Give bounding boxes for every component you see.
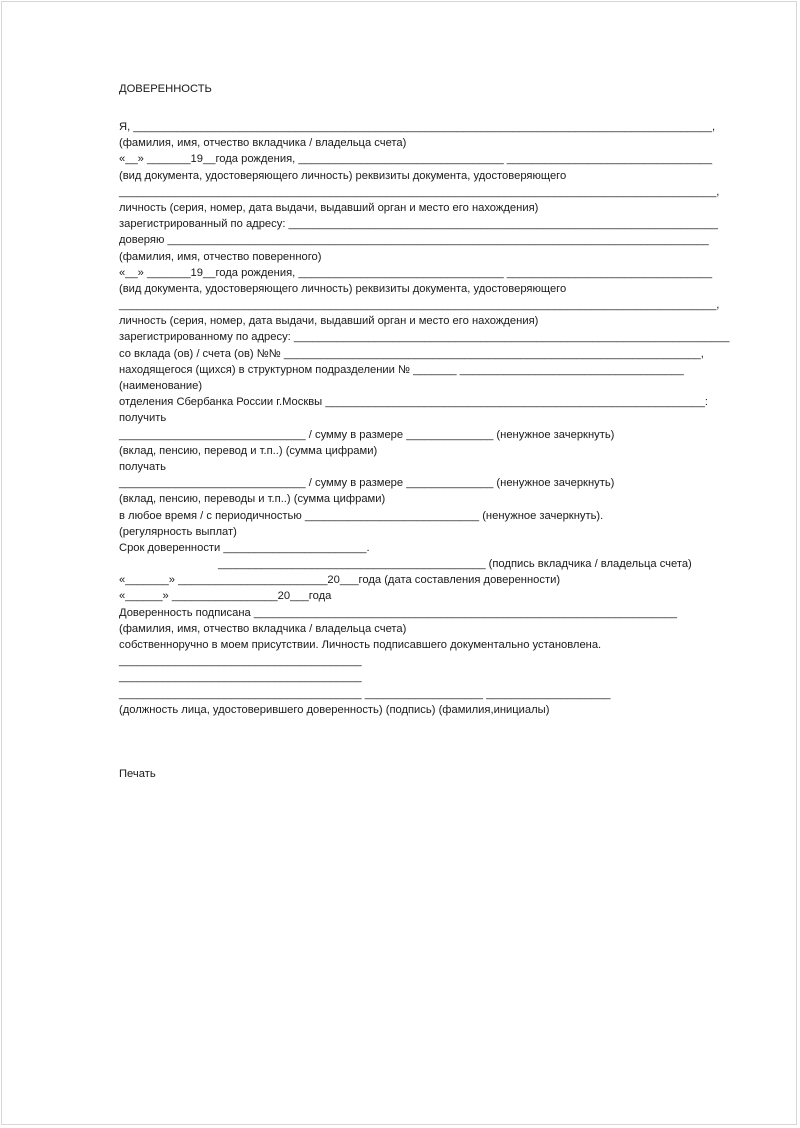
spacer	[119, 97, 719, 119]
text-line: получить	[119, 412, 167, 425]
text-line: получать	[119, 460, 166, 473]
text-line: ______________________________ / сумму в размере ______________ (ненужное зачеркнуть)	[119, 428, 615, 441]
text-line: находящегося (щихся) в структурном подразделении № _______ ____________________________________	[119, 363, 684, 376]
text-line: (фамилия, имя, отчество вкладчика / владельца счета)	[119, 137, 407, 150]
text-line: (наименование)	[119, 380, 203, 392]
text-line: собственноручно в моем присутствии. Личность подписавшего документально установлена.	[119, 639, 602, 651]
text-line: (вид документа, удостоверяющего личность) реквизиты документа, удостоверяющего	[119, 282, 567, 295]
text-line: (вклад, пенсию, переводы и т.п..) (сумма цифрами)	[119, 493, 386, 506]
text-line: доверяю _______________________________________________________________________________________	[119, 234, 709, 247]
document-page	[1, 1, 797, 1125]
text-line: (фамилия, имя, отчество вкладчика / владельца счета)	[119, 622, 407, 635]
text-line: (вклад, пенсию, перевод и т.п..) (сумма цифрами)	[119, 444, 378, 457]
text-line: «_______» ________________________20___года (дата составления доверенности)	[119, 574, 561, 587]
signature-line: ___________________________________________ (подпись вкладчика / владельца счета)	[218, 558, 692, 571]
document-body	[119, 81, 730, 782]
text-line: (вид документа, удостоверяющего личность) реквизиты документа, удостоверяющего	[119, 169, 567, 182]
text-line: ________________________________________________________________________________________________,	[119, 299, 720, 312]
text-line: со вклада (ов) / счета (ов) №№ ___________________________________________________________________,	[119, 347, 704, 360]
text-line: Доверенность подписана ____________________________________________________________________	[119, 606, 677, 619]
seal-label: Печать	[119, 767, 156, 780]
text-line: зарегистрированному по адресу: ______________________________________________________________________	[119, 331, 730, 344]
text-line: (должность лица, удостоверившего доверенность) (подпись) (фамилия,инициалы)	[119, 703, 550, 716]
text-line: в любое время / с периодичностью ____________________________ (ненужное зачеркнуть).	[119, 509, 604, 522]
text-line: (регулярность выплат)	[119, 525, 237, 538]
text-line: зарегистрированный по адресу: _____________________________________________________________________	[119, 218, 718, 231]
text-line: «__» _______19__года рождения, _________________________________ _________________________________	[119, 266, 713, 279]
text-line: Я, _____________________________________________________________________________________________,	[119, 121, 716, 133]
text-line: ________________________________________________________________________________________________,	[119, 185, 720, 198]
text-line: _______________________________________	[119, 655, 362, 668]
text-line: _______________________________________ ___________________ ____________________	[119, 687, 611, 700]
text-line: ______________________________ / сумму в размере ______________ (ненужное зачеркнуть)	[119, 477, 615, 490]
text-line: Срок доверенности _______________________.	[119, 541, 370, 554]
spacer	[119, 718, 719, 766]
text-line: «__» _______19__года рождения, _________________________________ _________________________________	[119, 153, 713, 166]
text-line: (фамилия, имя, отчество поверенного)	[119, 250, 322, 263]
text-line: «______» _________________20___года	[119, 590, 332, 603]
text-line: личность (серия, номер, дата выдачи, выдавший орган и место его нахождения)	[119, 201, 539, 214]
document-title: ДОВЕРЕННОСТЬ	[119, 83, 212, 95]
text-line: отделения Сбербанка России г.Москвы _____________________________________________________________:	[119, 396, 708, 409]
text-line: личность (серия, номер, дата выдачи, выдавший орган и место его нахождения)	[119, 315, 539, 328]
text-line: _______________________________________	[119, 671, 362, 684]
